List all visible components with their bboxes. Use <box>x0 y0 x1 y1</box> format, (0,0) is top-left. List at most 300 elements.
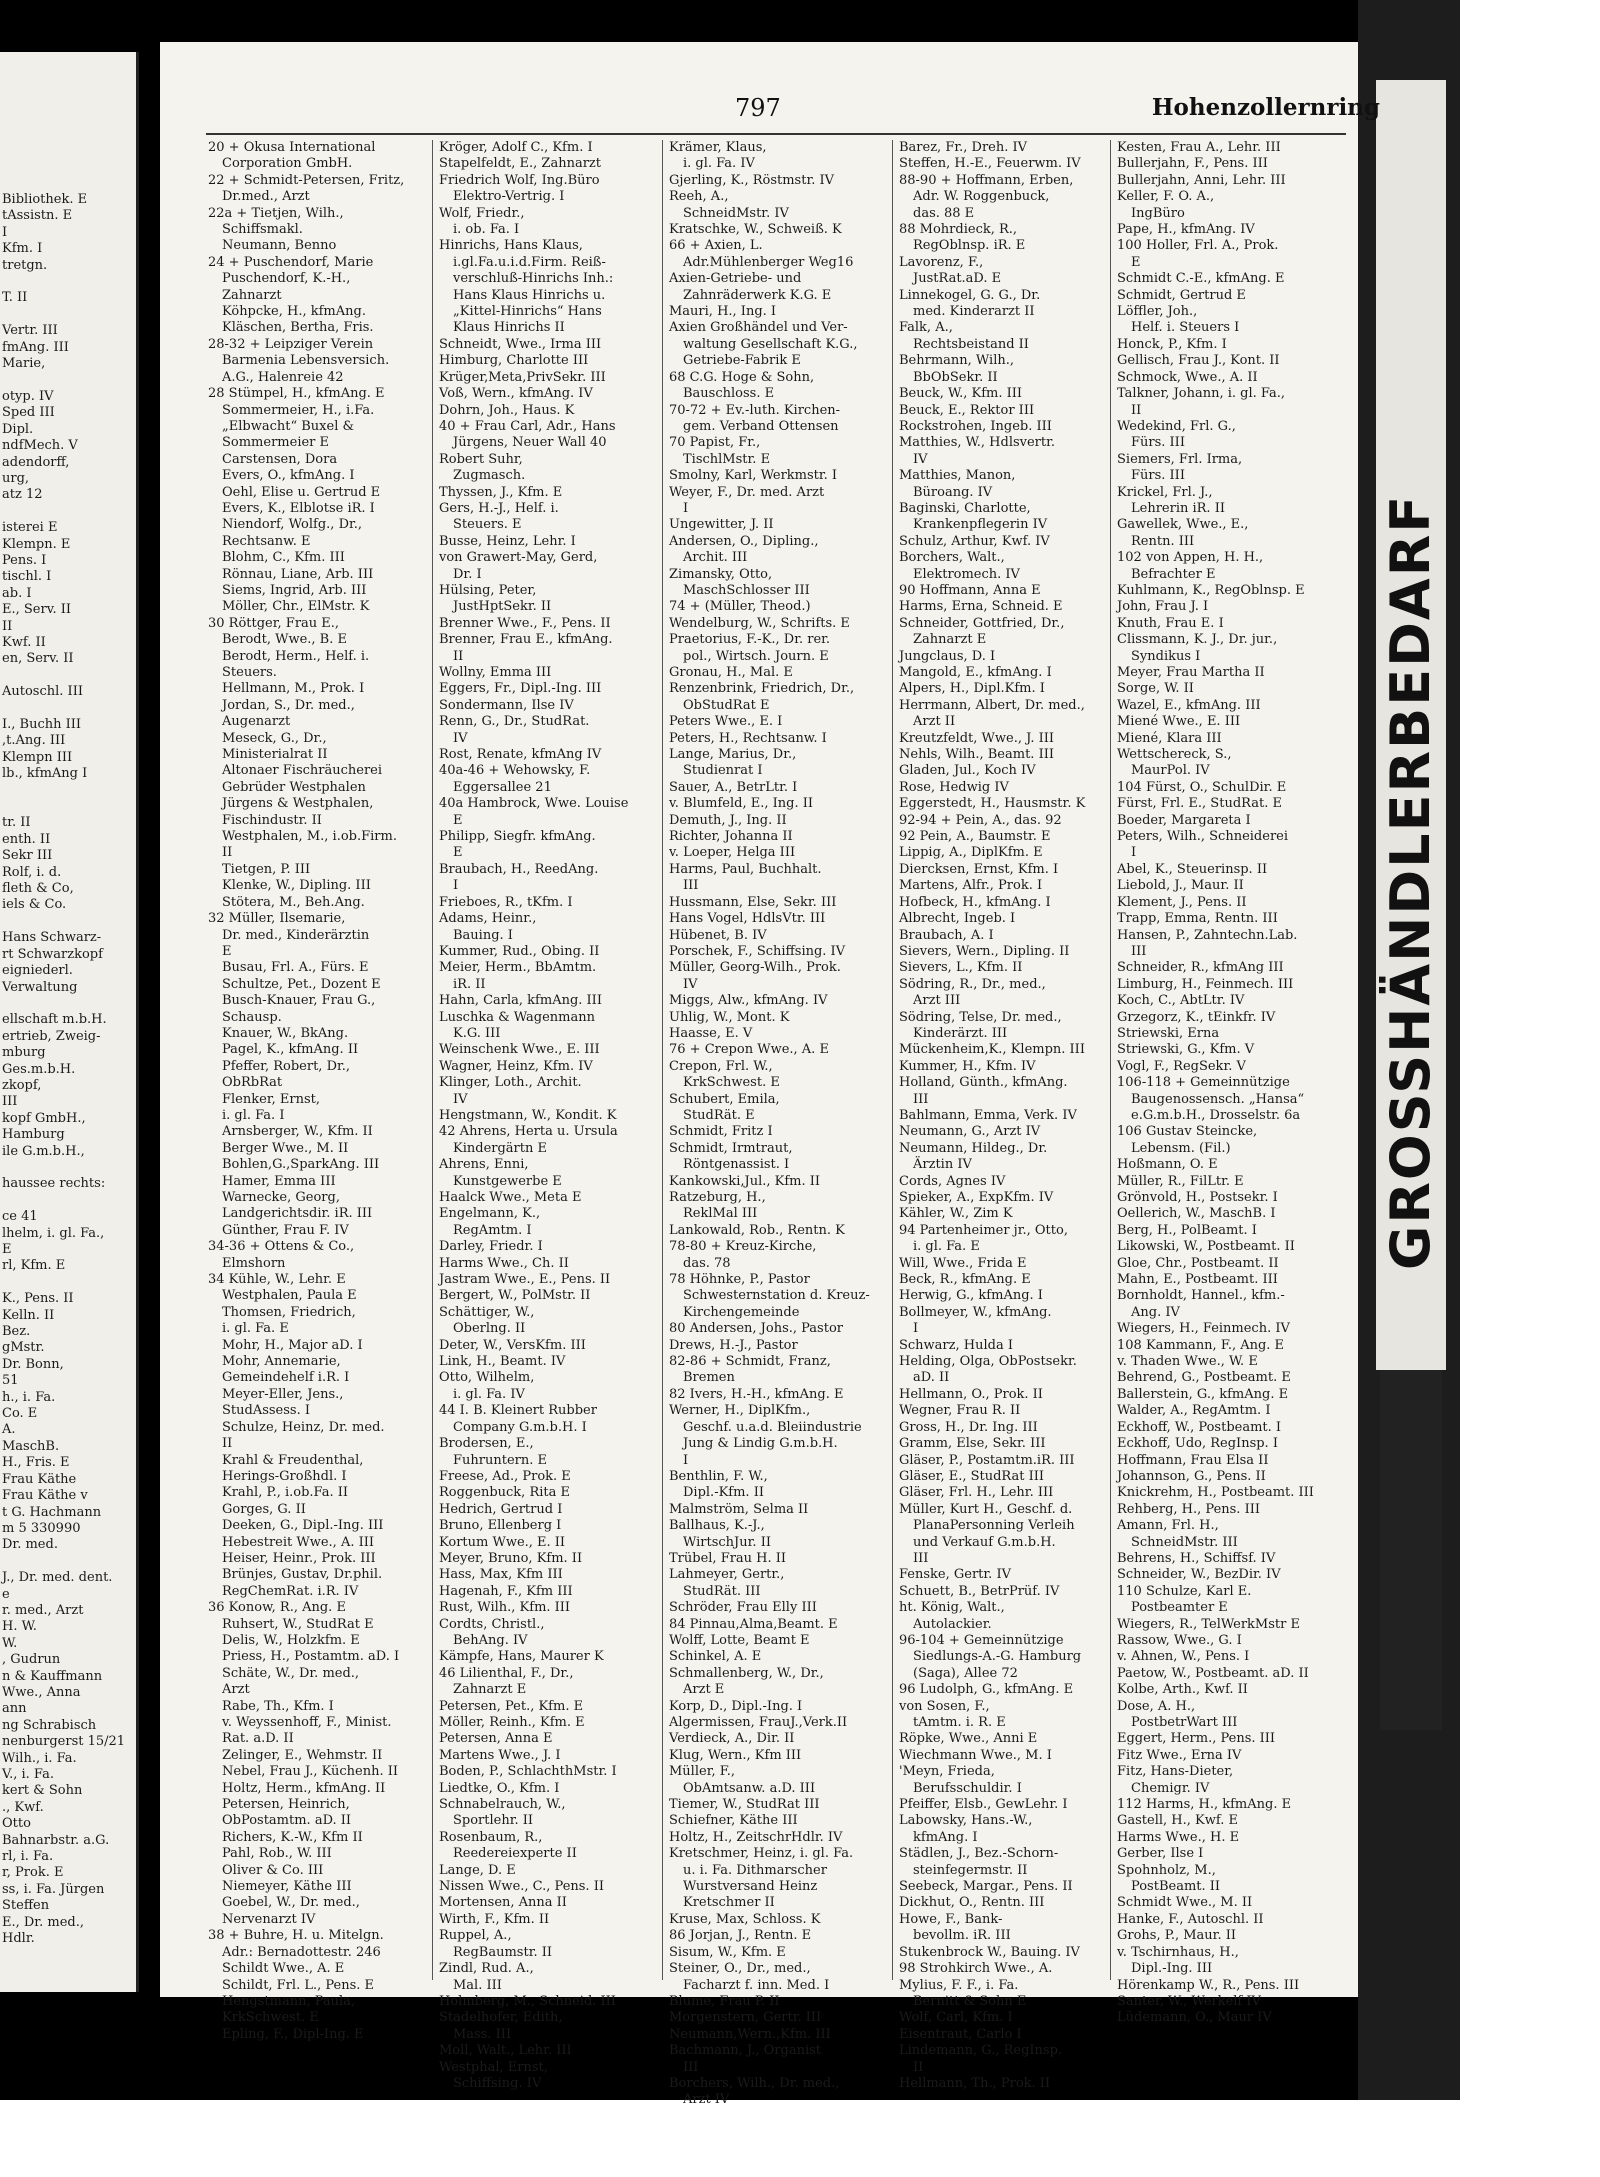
directory-entry: Holtz, Herm., kfmAng. II <box>222 1780 386 1796</box>
directory-entry: Sondermann, Ilse IV <box>439 697 574 713</box>
directory-entry: 28-32 + Leipziger Verein <box>208 336 374 352</box>
directory-entry: Arzt IV <box>683 2092 730 2108</box>
directory-entry: Harms, Paul, Buchhalt. <box>669 861 822 877</box>
directory-entry: Alpers, H., Dipl.Kfm. I <box>899 681 1045 697</box>
left-page-fragment: Klempn. E <box>2 536 71 552</box>
directory-entry: Syndikus I <box>1131 648 1201 664</box>
left-page-fragment <box>2 1160 130 1176</box>
directory-column-1 <box>208 140 426 2042</box>
directory-entry: Fischindustr. II <box>222 812 322 828</box>
directory-entry: Bremen <box>683 1370 735 1386</box>
directory-entry: Wazel, E., kfmAng. III <box>1117 697 1261 713</box>
directory-entry: Haasse, E. V <box>669 1025 753 1041</box>
directory-entry: Johannson, G., Pens. II <box>1117 1468 1266 1484</box>
directory-entry: Rabe, Th., Kfm. I <box>222 1698 334 1714</box>
directory-entry: Dipl.-Ing. III <box>1131 1961 1213 1977</box>
left-page-fragment: r, Prok. E <box>2 1865 64 1881</box>
directory-entry: Schiefner, Käthe III <box>669 1813 798 1829</box>
left-page-fragment: Pens. I <box>2 552 47 568</box>
directory-entry: Meseck, G., Dr., <box>222 730 327 746</box>
directory-entry: Baugenossensch. „Hansa“ <box>1131 1091 1305 1107</box>
directory-entry: Siedlungs-A.-G. Hamburg <box>913 1649 1082 1665</box>
directory-entry: Mangold, E., kfmAng. I <box>899 665 1052 680</box>
directory-entry: das. 78 <box>683 1255 731 1271</box>
directory-entry: Sorge, W. II <box>1117 681 1194 697</box>
directory-entry: Lippig, A., DiplKfm. E <box>899 845 1043 861</box>
directory-entry: 34 Kühle, W., Lehr. E <box>208 1272 346 1288</box>
left-page-fragment: Hans Schwarz- <box>2 930 102 946</box>
directory-entry: Porschek, F., Schiffsing. IV <box>669 943 846 959</box>
left-page-fragment: 51 <box>2 1373 19 1389</box>
directory-entry: 106 Gustav Steincke, <box>1117 1124 1258 1140</box>
directory-entry: Hussmann, Else, Sekr. III <box>669 894 837 910</box>
directory-entry: 112 Harms, H., kfmAng. E <box>1117 1797 1292 1813</box>
directory-entry: Studienrat I <box>683 763 763 779</box>
directory-entry: Zahnarzt E <box>913 632 987 648</box>
left-page-fragment: isterei E <box>2 520 58 536</box>
directory-entry: RegOblnsp. iR. E <box>913 238 1026 254</box>
directory-entry: Rose, Hedwig IV <box>899 779 1009 795</box>
directory-entry: Schuett, B., BetrPrüf. IV <box>899 1583 1060 1599</box>
directory-entry: Ballerstein, G., kfmAng. E <box>1117 1386 1289 1402</box>
directory-entry: Borchers, Wilh., Dr. med., <box>669 2075 840 2091</box>
left-page-fragment: ss, i. Fa. Jürgen <box>2 1881 105 1897</box>
directory-entry: Schmidt Wwe., M. II <box>1117 1895 1253 1911</box>
directory-entry: Freese, Ad., Prok. E <box>439 1468 571 1484</box>
directory-entry: E <box>222 943 232 959</box>
directory-entry: Axien-Getriebe- und <box>669 271 802 287</box>
left-page-fragment: n & Kauffmann <box>2 1668 103 1684</box>
directory-entry: Petersen, Anna E <box>439 1731 553 1747</box>
directory-entry: Liedtke, O., Kfm. I <box>439 1780 560 1796</box>
directory-entry: Trübel, Frau H. II <box>669 1550 787 1566</box>
directory-entry: Kolbe, Arth., Kwf. II <box>1117 1682 1248 1698</box>
directory-entry: med. Kinderarzt II <box>913 304 1035 320</box>
directory-entry: Puschendorf, K.-H., <box>222 271 351 287</box>
directory-entry: Schiffsmakl. <box>222 222 303 238</box>
directory-entry: MaschSchlosser III <box>683 582 810 598</box>
directory-entry: Bauing. I <box>453 927 513 943</box>
directory-entry: 22 + Schmidt-Petersen, Fritz, <box>208 172 405 188</box>
directory-entry: Behrmann, Wilh., <box>899 353 1015 369</box>
left-page-fragment: ., Kwf. <box>2 1799 44 1815</box>
left-page-fragment: Verwaltung <box>2 979 78 995</box>
left-page-fragment: rt Schwarzkopf <box>2 946 103 962</box>
directory-entry: Krüger,Meta,PrivSekr. III <box>439 369 606 385</box>
directory-entry: Zimansky, Otto, <box>669 566 773 582</box>
directory-entry: steinfegermstr. II <box>913 1862 1028 1878</box>
left-page-fragment: Steffen <box>2 1898 50 1914</box>
directory-entry: Albrecht, Ingeb. I <box>899 911 1016 927</box>
directory-entry: Harms Wwe., H. E <box>1117 1829 1240 1845</box>
directory-entry: Schneider, W., BezDir. IV <box>1117 1567 1281 1583</box>
left-page-fragment: II <box>2 618 13 634</box>
directory-entry: 30 Röttger, Frau E., <box>208 615 340 631</box>
directory-entry: Harms, Erna, Schneid. E <box>899 599 1063 615</box>
directory-entry: Zugmasch. <box>453 468 526 484</box>
directory-entry: Günther, Frau F. IV <box>222 1222 349 1238</box>
directory-entry: Krankenpflegerin IV <box>913 517 1048 533</box>
directory-entry: Rockstrohen, Ingeb. III <box>899 418 1052 434</box>
directory-entry: Adr. W. Roggenbuck, <box>913 189 1050 205</box>
left-page-fragment: Ges.m.b.H. <box>2 1061 76 1077</box>
directory-entry: A.G., Halenreie 42 <box>222 369 344 385</box>
directory-entry: Hellmann, O., Prok. II <box>899 1386 1043 1402</box>
directory-entry: Philipp, Siegfr. kfmAng. <box>439 829 596 845</box>
directory-entry: Hebestreit Wwe., A. III <box>222 1534 375 1550</box>
left-page-fragment: I <box>2 224 8 240</box>
directory-entry: 96 Ludolph, G., kfmAng. E <box>899 1682 1074 1698</box>
left-page-fragment: kert & Sohn <box>2 1783 83 1799</box>
left-page-fragment: Sekr III <box>2 848 53 864</box>
directory-entry: Brünjes, Gustav, Dr.phil. <box>222 1567 383 1583</box>
left-page-fragment: E., Serv. II <box>2 602 72 618</box>
directory-entry: Nebel, Frau J., Küchenh. II <box>222 1764 399 1780</box>
directory-entry: Bauschloss. E <box>683 386 775 402</box>
directory-entry: Gjerling, K., Röstmstr. IV <box>669 172 835 188</box>
directory-entry: KrkSchwest. E <box>683 1075 780 1091</box>
directory-entry: Siems, Ingrid, Arb. III <box>222 582 367 598</box>
directory-entry: Beuck, W., Kfm. III <box>899 386 1023 402</box>
directory-entry: Deter, W., VersKfm. III <box>439 1337 586 1353</box>
directory-entry: Carstensen, Dora <box>222 451 338 467</box>
directory-entry: IV <box>913 451 928 467</box>
left-page-fragment: Wilh., i. Fa. <box>2 1750 77 1766</box>
directory-entry: Gemeindehelf i.R. I <box>222 1370 350 1386</box>
directory-entry: 102 von Appen, H. H., <box>1117 550 1264 566</box>
directory-entry: 92 Pein, A., Baumstr. E <box>899 829 1051 845</box>
directory-entry: Jürgens & Westphalen, <box>222 796 374 812</box>
directory-entry: Oellerich, W., MaschB. I <box>1117 1206 1276 1222</box>
directory-entry: III <box>683 2059 699 2075</box>
directory-entry: ObStudRat E <box>683 697 770 713</box>
directory-entry: 100 Holler, Frl. A., Prok. <box>1117 238 1279 254</box>
directory-entry: Oehl, Elise u. Gertrud E <box>222 484 381 500</box>
directory-entry: Fitz, Hans-Dieter, <box>1117 1764 1234 1780</box>
directory-entry: III <box>913 1550 929 1566</box>
directory-entry: Arzt <box>222 1682 250 1698</box>
directory-entry: Kortum Wwe., E. II <box>439 1534 566 1550</box>
directory-entry: Goebel, W., Dr. med., <box>222 1895 360 1911</box>
directory-entry: Klement, J., Pens. II <box>1117 894 1247 910</box>
directory-entry: von Sosen, F., <box>899 1698 990 1714</box>
left-page-fragment: Bez. <box>2 1324 31 1340</box>
directory-entry: Haalck Wwe., Meta E <box>439 1190 582 1205</box>
directory-entry: Hofbeck, H., kfmAng. I <box>899 894 1051 910</box>
left-page-fragment: Wwe., Anna <box>2 1684 81 1700</box>
directory-entry: Wolf, Carl, Kfm. I <box>899 2010 1013 2026</box>
directory-entry: Luschka & Wagenmann <box>439 1009 595 1025</box>
directory-entry: Krahl & Freudenthal, <box>222 1452 364 1468</box>
directory-entry: ObPostamtm. aD. II <box>222 1813 352 1829</box>
directory-entry: Nissen Wwe., C., Pens. II <box>439 1879 604 1895</box>
directory-entry: Löffler, Joh., <box>1117 304 1198 320</box>
directory-entry: Röpke, Wwe., Anni E <box>899 1731 1038 1747</box>
left-page-fragment: ab. I <box>2 585 32 601</box>
directory-entry: Eckhoff, W., Postbeamt. I <box>1117 1419 1282 1435</box>
directory-entry: Miené, Klara III <box>1117 730 1222 746</box>
left-page-fragment: ellschaft m.b.H. <box>2 1012 107 1028</box>
directory-entry: aD. II <box>913 1370 950 1386</box>
left-page-fragment: E <box>2 1242 12 1257</box>
directory-entry: Schubert, Emila, <box>669 1091 780 1107</box>
directory-entry: Niendorf, Wolfg., Dr., <box>222 517 363 533</box>
directory-entry: Zelinger, E., Wehmstr. II <box>222 1747 383 1763</box>
directory-entry: kfmAng. I <box>913 1829 978 1845</box>
left-page-fragment: K., Pens. II <box>2 1291 74 1307</box>
directory-entry: Kreutzfeldt, Wwe., J. III <box>899 730 1054 746</box>
directory-entry: v. Blumfeld, E., Ing. II <box>669 796 813 812</box>
directory-entry: IV <box>453 1091 468 1107</box>
directory-entry: Striewski, G., Kfm. V <box>1117 1042 1255 1058</box>
directory-entry: Chemigr. IV <box>1131 1780 1210 1796</box>
directory-entry: Lehrerin iR. II <box>1131 500 1225 516</box>
directory-entry: Hahn, Carla, kfmAng. III <box>439 993 602 1009</box>
directory-entry: i. gl. Fa. IV <box>683 156 755 172</box>
directory-entry: Seebeck, Margar., Pens. II <box>899 1879 1073 1895</box>
left-page-fragment <box>2 1193 130 1209</box>
left-page-fragment: tischl. I <box>2 569 52 585</box>
directory-entry: Wagner, Heinz, Kfm. IV <box>439 1058 593 1074</box>
left-page-fragment <box>2 914 130 930</box>
directory-entry: das. 88 E <box>913 205 975 221</box>
directory-entry: Zindl, Rud. A., <box>439 1961 534 1977</box>
directory-entry: Mortensen, Anna II <box>439 1895 567 1911</box>
directory-entry: 86 Jorjan, J., Rentn. E <box>669 1928 812 1944</box>
directory-entry: Rust, Wilh., Kfm. III <box>439 1600 571 1616</box>
left-page-fragment: Hdlr. <box>2 1931 35 1947</box>
directory-entry: Striewski, Erna <box>1117 1025 1220 1041</box>
directory-entry: 38 + Buhre, H. u. Mitelgn. <box>208 1928 384 1944</box>
directory-entry: II <box>222 845 233 861</box>
directory-entry: Pahl, Rob., W. III <box>222 1846 332 1862</box>
directory-entry: Likowski, W., Postbeamt. II <box>1117 1239 1295 1255</box>
left-page-fragment: H. W. <box>2 1619 37 1635</box>
directory-entry: Ang. IV <box>1131 1304 1180 1320</box>
directory-entry: IngBüro <box>1131 205 1185 221</box>
directory-entry: 22a + Tietjen, Wilh., <box>208 205 344 221</box>
directory-entry: Ballhaus, K.-J., <box>669 1518 765 1534</box>
directory-entry: E <box>1131 254 1141 270</box>
directory-entry: Corporation GmbH. <box>222 156 353 172</box>
directory-entry: Brodersen, E., <box>439 1436 534 1452</box>
directory-entry: Sommermeier E <box>222 435 330 451</box>
directory-entry: Pagel, K., kfmAng. II <box>222 1042 359 1058</box>
directory-entry: Sommermeier, H., i.Fa. <box>222 402 375 418</box>
directory-entry: I <box>913 1321 919 1337</box>
directory-entry: Kunstgewerbe E <box>453 1173 562 1189</box>
directory-entry: Krickel, Frl. J., <box>1117 484 1213 500</box>
directory-entry: K.G. III <box>453 1025 501 1041</box>
left-page-fragment: Kfm. I <box>2 241 43 257</box>
directory-entry: JustRat.aD. E <box>913 271 1002 287</box>
directory-entry: Schmidt, Irmtraut, <box>669 1140 793 1156</box>
directory-entry: Adams, Heinr., <box>439 911 537 927</box>
directory-entry: Miené Wwe., E. III <box>1117 714 1241 730</box>
directory-entry: Nervenarzt IV <box>222 1911 316 1927</box>
directory-entry: Kummer, Rud., Obing. II <box>439 943 600 959</box>
left-page-fragment <box>2 274 130 290</box>
directory-entry: Pfeiffer, Elsb., GewLehr. I <box>899 1797 1068 1813</box>
directory-entry: Meyer, Bruno, Kfm. II <box>439 1550 583 1566</box>
directory-entry: Trapp, Emma, Rentn. III <box>1117 911 1278 927</box>
directory-entry: Thomsen, Friedrich, <box>222 1304 356 1320</box>
directory-entry: 82-86 + Schmidt, Franz, <box>669 1354 831 1370</box>
directory-entry: Evers, K., Elblotse iR. I <box>222 500 375 516</box>
left-page-fragment: A. <box>2 1422 16 1438</box>
left-page-fragment: Otto <box>2 1816 31 1832</box>
directory-entry: Renzenbrink, Friedrich, Dr., <box>669 681 855 697</box>
directory-entry: Company G.m.b.H. I <box>453 1419 587 1435</box>
directory-entry: Wirth, F., Kfm. II <box>439 1911 550 1927</box>
directory-entry: Stukenbrock W., Bauing. IV <box>899 1944 1080 1960</box>
directory-entry: e.G.m.b.H., Drosselstr. 6a <box>1131 1107 1301 1123</box>
directory-entry: Lange, Marius, Dr., <box>669 747 797 763</box>
directory-entry: Gawellek, Wwe., E., <box>1117 517 1249 533</box>
directory-entry: Talkner, Johann, i. gl. Fa., <box>1117 386 1286 402</box>
directory-entry: Matthies, Manon, <box>899 468 1016 484</box>
left-page-fragment: H., Fris. E <box>2 1455 70 1471</box>
directory-entry: Mylius, F. F., i. Fa. <box>899 1977 1019 1993</box>
directory-entry: Kesten, Frau A., Lehr. III <box>1117 140 1281 155</box>
directory-entry: 108 Kammann, F., Ang. E <box>1117 1337 1285 1353</box>
directory-entry: Adr.Mühlenberger Weg16 <box>683 254 854 270</box>
left-page-fragment: ann <box>2 1701 27 1717</box>
directory-entry: Mauri, H., Ing. I <box>669 304 777 320</box>
left-page-fragment: eigniederl. <box>2 963 73 979</box>
directory-entry: waltung Gesellschaft K.G., <box>683 336 858 352</box>
directory-entry: Schulz, Arthur, Kwf. IV <box>899 533 1050 549</box>
directory-entry: Tietgen, P. III <box>222 861 311 877</box>
directory-column-2 <box>432 140 657 2091</box>
left-page-fragment <box>2 668 130 684</box>
directory-entry: Gläser, Frl. H., Lehr. III <box>899 1485 1054 1501</box>
directory-entry: Möller, Chr., ElMstr. K <box>222 599 370 615</box>
directory-entry: Bornholdt, Hannel., kfm.- <box>1117 1288 1285 1304</box>
directory-entry: Eckhoff, Udo, RegInsp. I <box>1117 1436 1278 1452</box>
directory-entry: Holtz, H., ZeitschrHdlr. IV <box>669 1829 843 1845</box>
directory-entry: Delis, W., Holzkfm. E <box>222 1632 360 1648</box>
directory-entry: Helding, Olga, ObPostsekr. <box>899 1354 1077 1370</box>
directory-entry: Gebrüder Westphalen <box>222 779 366 795</box>
directory-entry: Geschf. u.a.d. Bleiindustrie <box>683 1419 862 1435</box>
directory-entry: Hoffmann, Frau Elsa II <box>1117 1452 1269 1468</box>
directory-entry: Zahnräderwerk K.G. E <box>683 287 832 303</box>
directory-entry: Fürs. III <box>1131 435 1185 451</box>
left-page-fragment: I., Buchh III <box>2 717 82 732</box>
directory-entry: Limburg, H., Feinmech. III <box>1117 976 1294 992</box>
directory-entry: Elektro-Vertrig. I <box>453 189 565 205</box>
directory-entry: „Elbwacht“ Buxel & <box>222 418 355 434</box>
directory-entry: Mass. III <box>453 2026 512 2042</box>
directory-entry: Epling, F., Dipl-Ing. E <box>222 2026 364 2042</box>
directory-entry: Steiner, O., Dr., med., <box>669 1961 811 1977</box>
left-page-fragment: Frau Käthe <box>2 1471 77 1487</box>
directory-entry: 82 Ivers, H.-H., kfmAng. E <box>669 1386 844 1402</box>
directory-entry: Knickrehm, H., Postbeamt. III <box>1117 1485 1314 1501</box>
left-page-fragment: Dr. med. <box>2 1537 58 1553</box>
directory-entry: und Verkauf G.m.b.H. <box>913 1534 1056 1550</box>
left-page-fragment <box>2 372 130 388</box>
directory-entry: Gläser, E., StudRat III <box>899 1468 1045 1484</box>
left-page-fragment: atz 12 <box>2 487 43 503</box>
directory-entry: Hellmann, Th., Prok. II <box>899 2075 1051 2091</box>
directory-entry: Peters, H., Rechtsanw. I <box>669 730 827 746</box>
directory-entry: RegChemRat. i.R. IV <box>222 1583 359 1599</box>
directory-entry: 36 Konow, R., Ang. E <box>208 1600 346 1616</box>
directory-entry: Krahl, P., i.ob.Fa. II <box>222 1485 348 1501</box>
left-page-fragment <box>2 783 130 799</box>
left-page-fragment: W. <box>2 1635 18 1651</box>
directory-entry: Keller, F. O. A., <box>1117 189 1215 205</box>
page-header <box>190 94 1380 130</box>
directory-entry: Kummer, H., Kfm. IV <box>899 1058 1036 1074</box>
directory-entry: IV <box>453 730 468 746</box>
directory-entry: Otto, Wilhelm, <box>439 1370 535 1386</box>
directory-entry: Hellmann, M., Prok. I <box>222 681 365 697</box>
directory-entry: Berodt, Wwe., B. E <box>222 632 347 648</box>
directory-entry: 80 Andersen, Johs., Pastor <box>669 1321 843 1337</box>
directory-entry: Eggert, Herm., Pens. III <box>1117 1731 1276 1747</box>
directory-entry: Sievers, L., Kfm. II <box>899 960 1023 976</box>
directory-entry: von Grawert-May, Gerd, <box>439 550 598 566</box>
directory-entry: 44 I. B. Kleinert Rubber <box>439 1403 597 1419</box>
directory-entry: 88 Mohrdieck, R., <box>899 222 1018 238</box>
directory-entry: Müller, Kurt H., Geschf. d. <box>899 1501 1073 1517</box>
directory-entry: Hengstmann, W., Kondit. K <box>439 1107 617 1123</box>
directory-entry: Bruno, Ellenberg I <box>439 1518 562 1534</box>
directory-entry: Neumann, Benno <box>222 238 337 254</box>
directory-entry: Lankowald, Rob., Rentn. K <box>669 1222 845 1238</box>
left-page-fragment: adendorff, <box>2 454 70 470</box>
directory-entry: Westphalen, Paula E <box>222 1288 357 1304</box>
directory-entry: I <box>453 878 459 894</box>
left-page-fragment: Frau Käthe v <box>2 1488 88 1504</box>
directory-column-3 <box>662 140 887 2108</box>
directory-entry: v. Tschirnhaus, H., <box>1117 1944 1239 1960</box>
directory-entry: Kindergärtn E <box>453 1140 547 1156</box>
directory-entry: 94 Partenheimer jr., Otto, <box>899 1222 1068 1238</box>
directory-entry: SchneidMstr. IV <box>683 205 789 221</box>
directory-entry: Eggerstedt, H., Hausmstr. K <box>899 796 1086 812</box>
left-page-fragment: urg, <box>2 470 30 486</box>
directory-entry: Lahmeyer, Gertr., <box>669 1567 785 1583</box>
directory-entry: i. gl. Fa. I <box>222 1107 285 1123</box>
directory-entry: Herrmann, Albert, Dr. med., <box>899 697 1085 713</box>
directory-entry: Harms Wwe., Ch. II <box>439 1255 569 1271</box>
directory-entry: ObRbRat <box>222 1075 283 1091</box>
directory-entry: Oberlng. II <box>453 1321 526 1337</box>
directory-entry: (Saga), Allee 72 <box>913 1665 1018 1681</box>
directory-entry: Will, Wwe., Frida E <box>899 1255 1027 1271</box>
directory-entry: Stadelhofer, Edith, <box>439 2010 563 2026</box>
directory-entry: JustHptSekr. II <box>453 599 552 615</box>
directory-entry: Arzt III <box>913 993 961 1009</box>
directory-entry: 20 + Okusa International <box>208 140 376 155</box>
directory-entry: Hoßmann, O. E <box>1117 1157 1218 1173</box>
directory-entry: Friedrich Wolf, Ing.Büro <box>439 172 600 188</box>
directory-entry: Petersen, Heinrich, <box>222 1797 350 1813</box>
directory-entry: Lebensm. (Fil.) <box>1131 1140 1231 1156</box>
left-page-fragment: III <box>2 1094 18 1110</box>
directory-entry: Rechtsanw. E <box>222 533 311 549</box>
left-page-fragment: haussee rechts: <box>2 1176 106 1192</box>
directory-entry: Weinschenk Wwe., E. III <box>439 1042 600 1058</box>
directory-entry: 106-118 + Gemeinnützige <box>1117 1075 1290 1091</box>
directory-entry: Axien Großhändel und Ver- <box>669 320 848 336</box>
street-title: Hohenzollernring <box>1151 94 1380 121</box>
directory-entry: Sauer, A., BetrLtr. I <box>669 779 798 795</box>
